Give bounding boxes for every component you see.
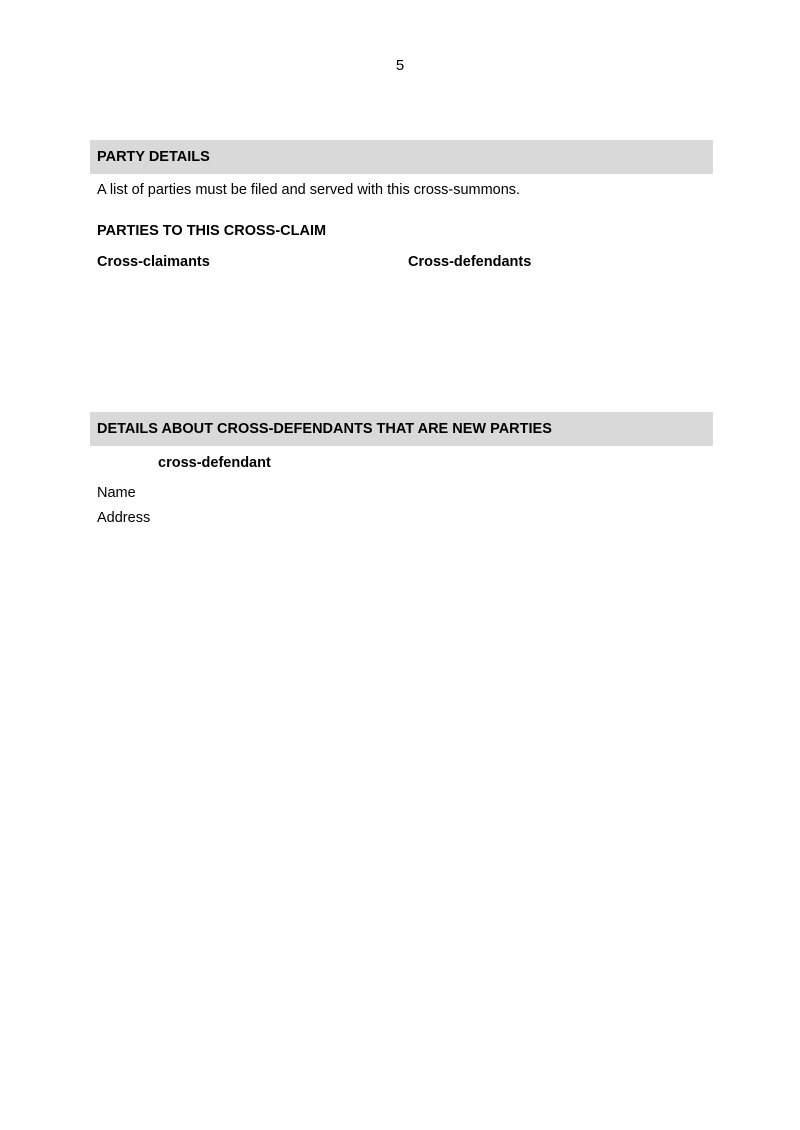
name-field-label: Name: [97, 485, 136, 501]
cross-defendants-label: Cross-defendants: [408, 254, 532, 270]
new-parties-heading: DETAILS ABOUT CROSS-DEFENDANTS THAT ARE NEW PARTIES: [90, 412, 713, 446]
address-field-label: Address: [97, 510, 151, 526]
cross-claimants-label: Cross-claimants: [97, 254, 210, 270]
page-number: 5: [395, 57, 405, 74]
parties-to-cross-claim-heading: PARTIES TO THIS CROSS-CLAIM: [97, 223, 327, 239]
cross-defendant-subheading: cross-defendant: [158, 455, 271, 471]
party-details-heading: PARTY DETAILS: [90, 140, 713, 174]
party-details-intro: A list of parties must be filed and served with this cross-summons.: [97, 182, 521, 198]
